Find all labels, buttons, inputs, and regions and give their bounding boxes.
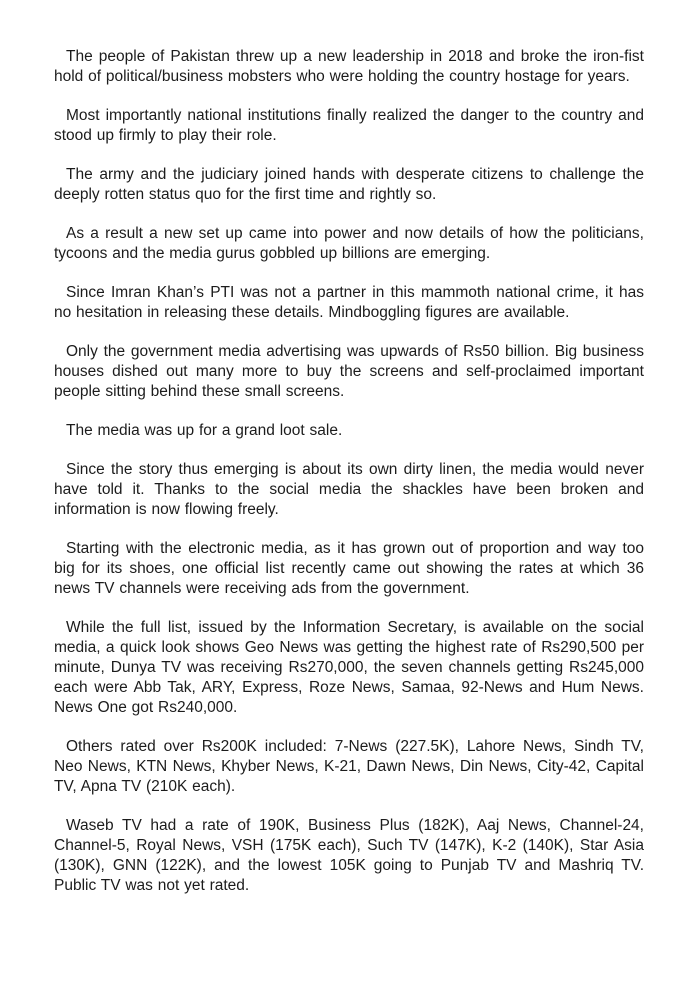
paragraph-intro-leadership: The people of Pakistan threw up a new leadership in 2018 and broke the iron-fist hold of political/business mobsters who were holding the country hostage for years. [54,48,644,85]
paragraph-national-institutions: Most importantly national institutions finally realized the danger to the country and stood up firmly to play their role. [54,107,644,144]
paragraph-new-setup: As a result a new set up came into power and now details of how the politicians, tycoons and the media gurus gobbled up billions are emerging. [54,225,644,262]
paragraph-grand-loot-sale: The media was up for a grand loot sale. [66,422,343,439]
paragraph-channel-rates-200k: Others rated over Rs200K included: 7-News (227.5K), Lahore News, Sindh TV, Neo News, KTN News, Khyber News, K-21, Dawn News, Din News, City-42, Capital TV, Apna TV (210K each). [54,738,644,795]
paragraph-channel-rates-lower: Waseb TV had a rate of 190K, Business Plus (182K), Aaj News, Channel-24, Channel-5, Royal News, VSH (175K each), Such TV (147K), K-2 (140K), Star Asia (130K), GNN (122K), and the lowest 105K going to Punjab TV and Mashriq TV. Public TV was not yet rated. [54,817,644,894]
paragraph-channel-rates-top: While the full list, issued by the Information Secretary, is available on the social media, a quick look shows Geo News was getting the highest rate of Rs290,500 per minute, Dunya TV was receiving Rs270,000, the seven channels getting Rs245,000 each were Abb Tak, ARY, Express, Roze News, Samaa, 92-News and Hum News. News One got Rs240,000. [54,619,644,716]
paragraph-pti-details: Since Imran Khan’s PTI was not a partner in this mammoth national crime, it has no hesitation in releasing these details. Mindboggling figures are available. [54,284,644,321]
paragraph-electronic-media-list: Starting with the electronic media, as it has grown out of proportion and way too big for its shoes, one official list recently came out showing the rates at which 36 news TV channels were receiving ads from the government. [54,540,644,597]
paragraph-social-media-shackles: Since the story thus emerging is about its own dirty linen, the media would never have told it. Thanks to the social media the shackles have been broken and information is now flowing freely. [54,461,644,518]
paragraph-govt-advertising: Only the government media advertising was upwards of Rs50 billion. Big business houses dished out many more to buy the screens and self-proclaimed important people sitting behind these small screens. [54,343,644,400]
paragraph-army-judiciary: The army and the judiciary joined hands with desperate citizens to challenge the deeply rotten status quo for the first time and rightly so. [54,166,644,203]
